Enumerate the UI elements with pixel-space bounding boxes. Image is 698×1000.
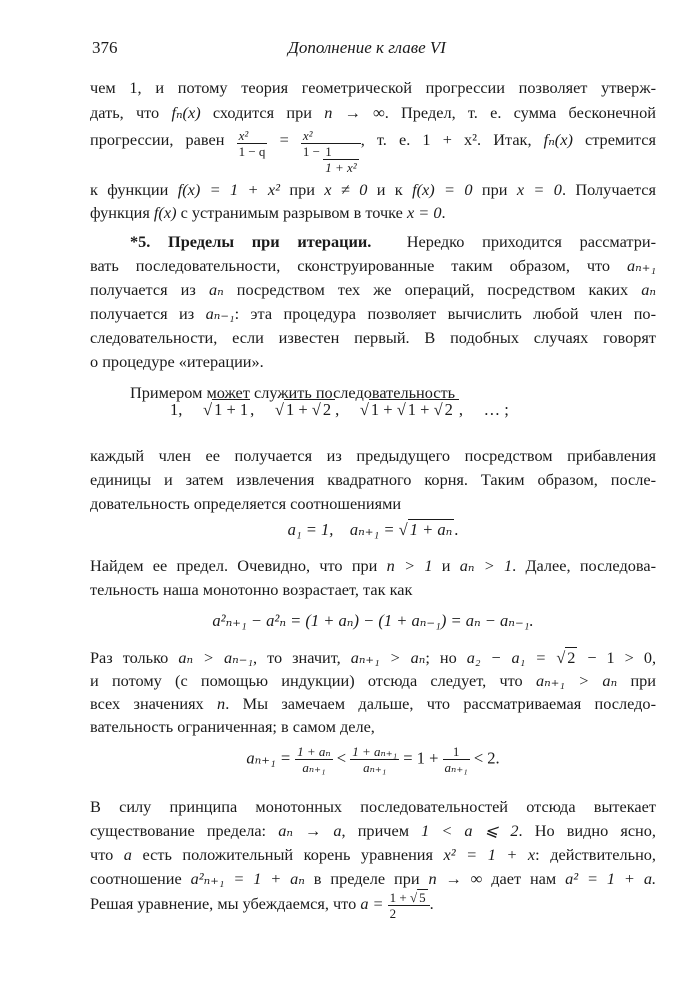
- bound-inequality: aₙ₊₁ = $\frac{\text{1 + aₙ}}{\text{aₙ₊₁}}$ < $\frac{\text{1 + aₙ₊₁}}{\text{aₙ₊₁}}$ = 1 + $\frac{1}{\text{aₙ₊₁}}$ < 2.: [246, 744, 500, 775]
- text-line: В силу принципа монотонных последовательностей отсюда вытекает: [90, 797, 656, 816]
- page-number: 376: [92, 38, 118, 57]
- text-line: получается из aₙ посредством тех же операций, посредством каких aₙ: [90, 280, 656, 299]
- text-line: всех значениях n. Мы замечаем дальше, что рассматриваемая последо-: [90, 694, 656, 713]
- running-title: Дополнение к главе VI: [288, 38, 446, 57]
- fraction: x² 1 − $\frac{1}{\text{1 + x²}}$: [301, 128, 361, 175]
- text-line: вательность ограниченная; в самом деле,: [90, 717, 375, 736]
- text-line: единицы и затем извлечения квадратного корня. Таким образом, после-: [90, 470, 656, 489]
- page-header: [90, 38, 658, 62]
- text-line: что a есть положительный корень уравнения x² = 1 + x: действительно,: [90, 845, 657, 864]
- text-line: Раз только aₙ > aₙ₋₁, то значит, aₙ₊₁ > aₙ; но a₂ − a₁ = √ 2 − 1 > 0,: [90, 648, 657, 667]
- difference-equation: a²ₙ₊₁ − a²ₙ = (1 + aₙ) − (1 + aₙ₋₁) = aₙ − aₙ₋₁.: [212, 611, 534, 630]
- text-line: Решая уравнение, мы убеждаемся, что a = $\frac{1 + √ 5}{2}$ .: [90, 890, 434, 921]
- text-line: следовательности, если известен первый. В подобных случаях говорят: [90, 328, 656, 347]
- text-line: каждый член ее получается из предыдущего посредством прибавления: [90, 446, 656, 465]
- fraction: $\frac{\text{x²}}{1 - q}$: [238, 128, 266, 159]
- golden-ratio-fraction: $\frac{1 + √ 5}{2}$: [388, 890, 430, 921]
- text-line: соотношение a²ₙ₊₁ = 1 + aₙ в пределе при n → ∞ дает нам a² = 1 + a.: [90, 869, 657, 888]
- text-line: прогрессии, равен $\frac{\text{x²}}{1 - q}$ = x² 1 − $\frac{1}{\text{1 + x²}}$ , т. е. 1 + x². Итак, fₙ(x) стремится: [90, 128, 656, 175]
- text-line: довательность определяется соотношениями: [90, 494, 402, 513]
- section-heading-line: *5. Пределы при итерации. Нередко приходится рассматри-: [130, 232, 657, 251]
- text-line: существование предела: aₙ → a, причем 1 < a ⩽ 2. Но видно ясно,: [90, 821, 656, 840]
- text-line: Примером может служить последовательность: [130, 383, 456, 402]
- recurrence-equation: a₁ = 1, aₙ₊₁ = √ 1 + aₙ .: [287, 520, 459, 539]
- text-line: тельность наша монотонно возрастает, так как: [90, 580, 413, 599]
- sequence-equation: 1, √ 1 + 1 , √ 1 + √ 2 , √ 1 + √ 1 + √ 2 , … ;: [170, 400, 509, 419]
- text-line: вать последовательности, сконструированные таким образом, что aₙ₊₁: [90, 256, 656, 275]
- text-line: получается из aₙ₋₁: эта процедура позволяет вычислить любой член по-: [90, 304, 656, 323]
- text-line: дать, что fₙ(x) сходится при n → ∞. Предел, т. е. сумма бесконечной: [90, 103, 656, 122]
- text-line: Найдем ее предел. Очевидно, что при n > 1 и aₙ > 1. Далее, последова-: [90, 556, 656, 575]
- text-line: и потому (с помощью индукции) отсюда следует, что aₙ₊₁ > aₙ при: [90, 671, 657, 690]
- text-line: к функции f(x) = 1 + x² при x ≠ 0 и к f(x) = 0 при x = 0. Получается: [90, 180, 656, 199]
- text-line: о процедуре «итерации».: [90, 352, 264, 371]
- text-line: функция f(x) с устранимым разрывом в точке x = 0.: [90, 203, 446, 222]
- text-line: чем 1, и потому теория геометрической прогрессии позволяет утверж-: [90, 78, 656, 97]
- section-heading: *5. Пределы при итерации.: [130, 232, 372, 251]
